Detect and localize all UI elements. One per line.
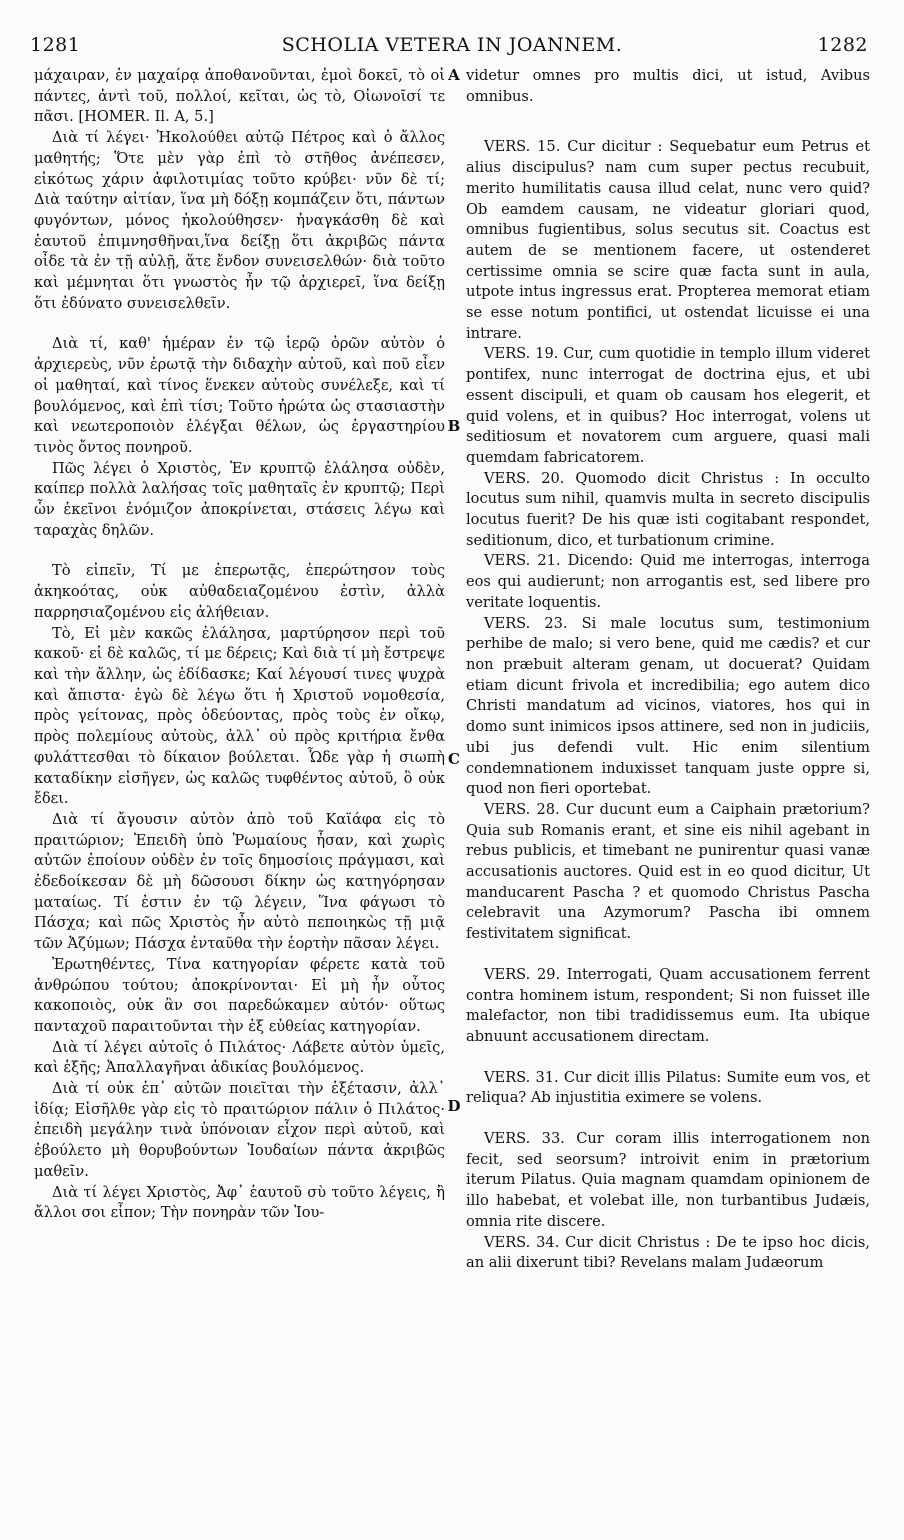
latin-paragraph: VERS. 29. Interrogati, Quam accusationem ferrent contra hominem istum, respondent; Si non fuisset ille malefactor, non tibi tradidissemus eum. Ita ubique abnuunt accusationem directam.: [466, 965, 870, 1045]
page-number-left: 1281: [30, 34, 81, 56]
latin-paragraph: VERS. 15. Cur dicitur : Sequebatur eum Petrus et alius discipulus? nam cum super pectus recubuit, merito humilitatis causa illud celat, nunc vero quid? Ob eamdem causam, ne videatur gloriari quod, omnibus fugientibus, solus secutus sit. Coactus est autem de se mentionem facere, ut ostenderet certissime omnia se scire quæ facta sunt in aula, utpote intus ingressus erat. Propterea memorat etiam se esse notum pontifici, ut ostendat licuisse ei una intrare.: [466, 138, 870, 342]
latin-paragraph: VERS. 33. Cur coram illis interrogationem non fecit, sed seorsum? introivit enim in prætorium iterum Pilatus. Quia magnam quamdam opinionem de illo habebat, et volebat ille, non turbantibus Judæis, omnia rite discere.: [466, 1130, 870, 1230]
greek-column: [34, 66, 445, 1224]
greek-paragraph: Διὰ τί, καθ' ἡμέραν ἐν τῷ ἱερῷ ὁρῶν αὐτὸν ὁ ἀρχιερεὺς, νῦν ἐρωτᾷ τὴν διδαχὴν αὐτοῦ, καὶ ποῦ εἶεν οἱ μαθηταί, καὶ τίνος ἕνεκεν αὐτοὺς συνέλεξε, καὶ τί βουλόμενος, καὶ ἐπὶ τίσι; Τοῦτο ἠρώτα ὡς στασιαστὴν καὶ νεωτεροποιὸν ἐλέγξαι θέλων, ὡς ἐργαστηρίου τινὸς ὄντος πονηροῦ.: [34, 335, 445, 456]
latin-paragraph: VERS. 20. Quomodo dicit Christus : In occulto locutus sum nihil, quamvis multa in secreto discipulis locutus fuerit? De his quæ isti cogitabant respondet, seditionum, dico, et turbationum crimine.: [466, 469, 870, 549]
greek-paragraph: Διὰ τί οὐκ ἐπ᾽ αὐτῶν ποιεῖται τὴν ἐξέτασιν, ἀλλ᾽ ἰδίᾳ; Εἰσῆλθε γὰρ εἰς τὸ πραιτώριον πάλιν ὁ Πιλάτος· ἐπειδὴ μεγάλην τινὰ ὑπόνοιαν εἶχον περὶ αὐτοῦ, καὶ ἐβούλετο μὴ θορυβούντων Ἰουδαίων πάντα ἀκριβῶς μαθεῖν.: [34, 1080, 445, 1180]
greek-paragraph: Διὰ τί λέγει Χριστὸς, Ἀφ᾽ ἑαυτοῦ σὺ τοῦτο λέγεις, ἢ ἄλλοι σοι εἶπον; Τὴν πονηρὰν τῶν Ἰου-: [34, 1183, 445, 1222]
page-number-right: 1282: [817, 34, 868, 56]
greek-paragraph: Διὰ τί ἄγουσιν αὐτὸν ἀπὸ τοῦ Καϊάφα εἰς τὸ πραιτώριον; Ἐπειδὴ ὑπὸ Ῥωμαίους ἦσαν, καὶ χωρὶς αὐτῶν ἐποίουν οὐδὲν ἐν τοῖς δημοσίοις πράγμασι, καὶ ἐδεδοίκεσαν δὲ μὴ δῶσουσι δίκην ὡς κατηγόρησαν ματαίως. Τί ἐστιν ἐν τῷ λέγειν, Ἵνα φάγωσι τὸ Πάσχα; καὶ πῶς Χριστὸς ἦν αὐτὸ πεποιηκὼς τῇ μιᾷ τῶν Ἀζύμων; Πάσχα ἐνταῦθα τὴν ἑορτὴν πᾶσαν λέγει.: [34, 810, 445, 953]
greek-paragraph: Ἐρωτηθέντες, Τίνα κατηγορίαν φέρετε κατὰ τοῦ ἀνθρώπου τούτου; ἀποκρίνονται· Εἰ μὴ ἦν οὗτος κακοποιὸς, οὐκ ἂν σοι παρεδώκαμεν αὐτόν· οὕτως πανταχοῦ παραιτοῦνται τὴν ἐξ εὐθείας κατηγορίαν.: [34, 955, 445, 1035]
latin-paragraph: VERS. 34. Cur dicit Christus : De te ipso hoc dicis, an alii dixerunt tibi? Revelans malam Judæorum: [466, 1233, 870, 1272]
greek-paragraph: Τὸ εἰπεῖν, Τί με ἐπερωτᾷς, ἐπερώτησον τοὺς ἀκηκοότας, οὐκ αὐθαδειαζομένου ἐστὶν, ἀλλὰ παρρησιαζομένου εἰς ἀλήθειαν.: [34, 562, 445, 621]
latin-paragraph: VERS. 31. Cur dicit illis Pilatus: Sumite eum vos, et reliqua? Ab injustitia eximere se volens.: [466, 1068, 870, 1107]
greek-paragraph: Τὸ, Εἰ μὲν κακῶς ἐλάλησα, μαρτύρησον περὶ τοῦ κακοῦ· εἰ δὲ καλῶς, τί με δέρεις; Καὶ διὰ τί μὴ ἔστρεψε καὶ τὴν ἄλλην, ὡς ἐδίδασκε; Καί λέγουσί τινες ψυχρὰ καὶ ἄπιστα· ἐγὼ δὲ λέγω ὅτι ἡ Χριστοῦ νομοθεσία, πρὸς γείτονας, πρὸς ὁδεύοντας, πρὸς τοὺς ἐν οἴκῳ, πρὸς πολεμίους αὐτοὺς, ἀλλ᾽ οὐ πρὸς κριτήρια ἔνθα φυλάττεσθαι τὸ δίκαιον βούλεται. Ὧδε γὰρ ἡ σιωπὴ καταδίκην εἰσῆγεν, ὡς καλῶς τυφθέντος αὐτοῦ, ὃ οὐκ ἔδει.: [34, 624, 445, 808]
running-title: SCHOLIA VETERA IN JOANNEM.: [281, 34, 623, 56]
latin-paragraph: videtur omnes pro multis dici, ut istud, Avibus omnibus.: [466, 67, 870, 105]
running-header: [0, 34, 904, 60]
latin-paragraph: VERS. 21. Dicendo: Quid me interrogas, interroga eos qui audierunt; non arrogantis est, sed libere pro veritate loquentis.: [466, 552, 870, 611]
latin-column: [466, 66, 870, 1274]
margin-marker-d: D: [447, 1097, 461, 1115]
greek-paragraph: Διὰ τί λέγει· Ἠκολούθει αὐτῷ Πέτρος καὶ ὁ ἄλλος μαθητής; Ὅτε μὲν γὰρ ἐπὶ τὸ στῆθος ἀνέπεσεν, εἰκότως χάριν ἀφιλοτιμίας τοῦτο κρύβει· νῦν δὲ τί; Διὰ ταύτην αἰτίαν, ἵνα μὴ δόξῃ κομπάζειν ὅτι, πάντων φυγόντων, μόνος ἠκολούθησεν· ἠναγκάσθη δὲ καὶ ἑαυτοῦ ἐπιμνησθῆναι,ἵνα δείξῃ ὅτι ἀκριβῶς πάντα οἶδε τὰ ἐν τῇ αὐλῇ, ἅτε ἔνδον συνεισελθών· διὰ τοῦτο καὶ μέμνηται ὅτι γνωστὸς ἦν τῷ ἀρχιερεῖ, ἵνα δείξῃ ὅτι ἐδύνατο συνεισελθεῖν.: [34, 129, 445, 312]
latin-paragraph: VERS. 28. Cur ducunt eum a Caiphain prætorium? Quia sub Romanis erant, et sine eis nihil agebant in rebus publicis, et timebant ne punirentur quasi vanæ accusationis auctores. Quid est in eo quod dicitur, Ut manducarent Pascha ? et quomodo Christus Pascha celebravit una Azymorum? Pascha ibi omnem festivitatem significat.: [466, 800, 870, 943]
greek-paragraph: μάχαιραν, ἐν μαχαίρᾳ ἀποθανοῦνται, ἐμοὶ δοκεῖ, τὸ οἱ πάντες, ἀντὶ τοῦ, πολλοί, κεῖται, ὡς τὸ, Οἰωνοῖσί τε πᾶσι. [HOMER. Il. A, 5.]: [34, 67, 445, 126]
latin-paragraph: VERS. 23. Si male locutus sum, testimonium perhibe de malo; si vero bene, quid me cædis? et cur non præbuit alteram genam, ut docuerat? Quidam etiam dicunt frivola et incredibilia; ego autem dico Christi mandatum ad vicinos, viatores, hos qui in domo sunt inimicos ipsos attinere, sed non in judiciis, ubi jus defendi vult. Hic enim silentium condemnationem induxisset tanquam juste oppre si, quod non fieri oportebat.: [466, 614, 870, 798]
latin-paragraph: VERS. 19. Cur, cum quotidie in templo illum videret pontifex, nunc interrogat de doctrina ejus, et ubi essent discipuli, et quam ob causam hos elegerit, et quid volens, et in quibus? Hoc interrogat, volens ut seditiosum et novatorem cum arguere, quasi mali quemdam fabricatorem.: [466, 345, 870, 466]
margin-marker-a: A: [448, 66, 460, 84]
margin-marker-c: C: [448, 750, 460, 768]
greek-paragraph: Διὰ τί λέγει αὐτοῖς ὁ Πιλάτος· Λάβετε αὐτὸν ὑμεῖς, καὶ ἑξῆς; Ἀπαλλαγῆναι ἀδικίας βουλόμενος.: [34, 1038, 445, 1077]
greek-paragraph: Πῶς λέγει ὁ Χριστὸς, Ἐν κρυπτῷ ἐλάλησα οὐδὲν, καίπερ πολλὰ λαλήσας τοῖς μαθηταῖς ἐν κρυπτῷ; Περὶ ὧν ἐκεῖνοι ἐνόμιζον ἀποκρίνεται, στάσεις λέγω καὶ ταραχὰς δηλῶν.: [34, 459, 445, 539]
margin-marker-b: B: [447, 417, 461, 435]
